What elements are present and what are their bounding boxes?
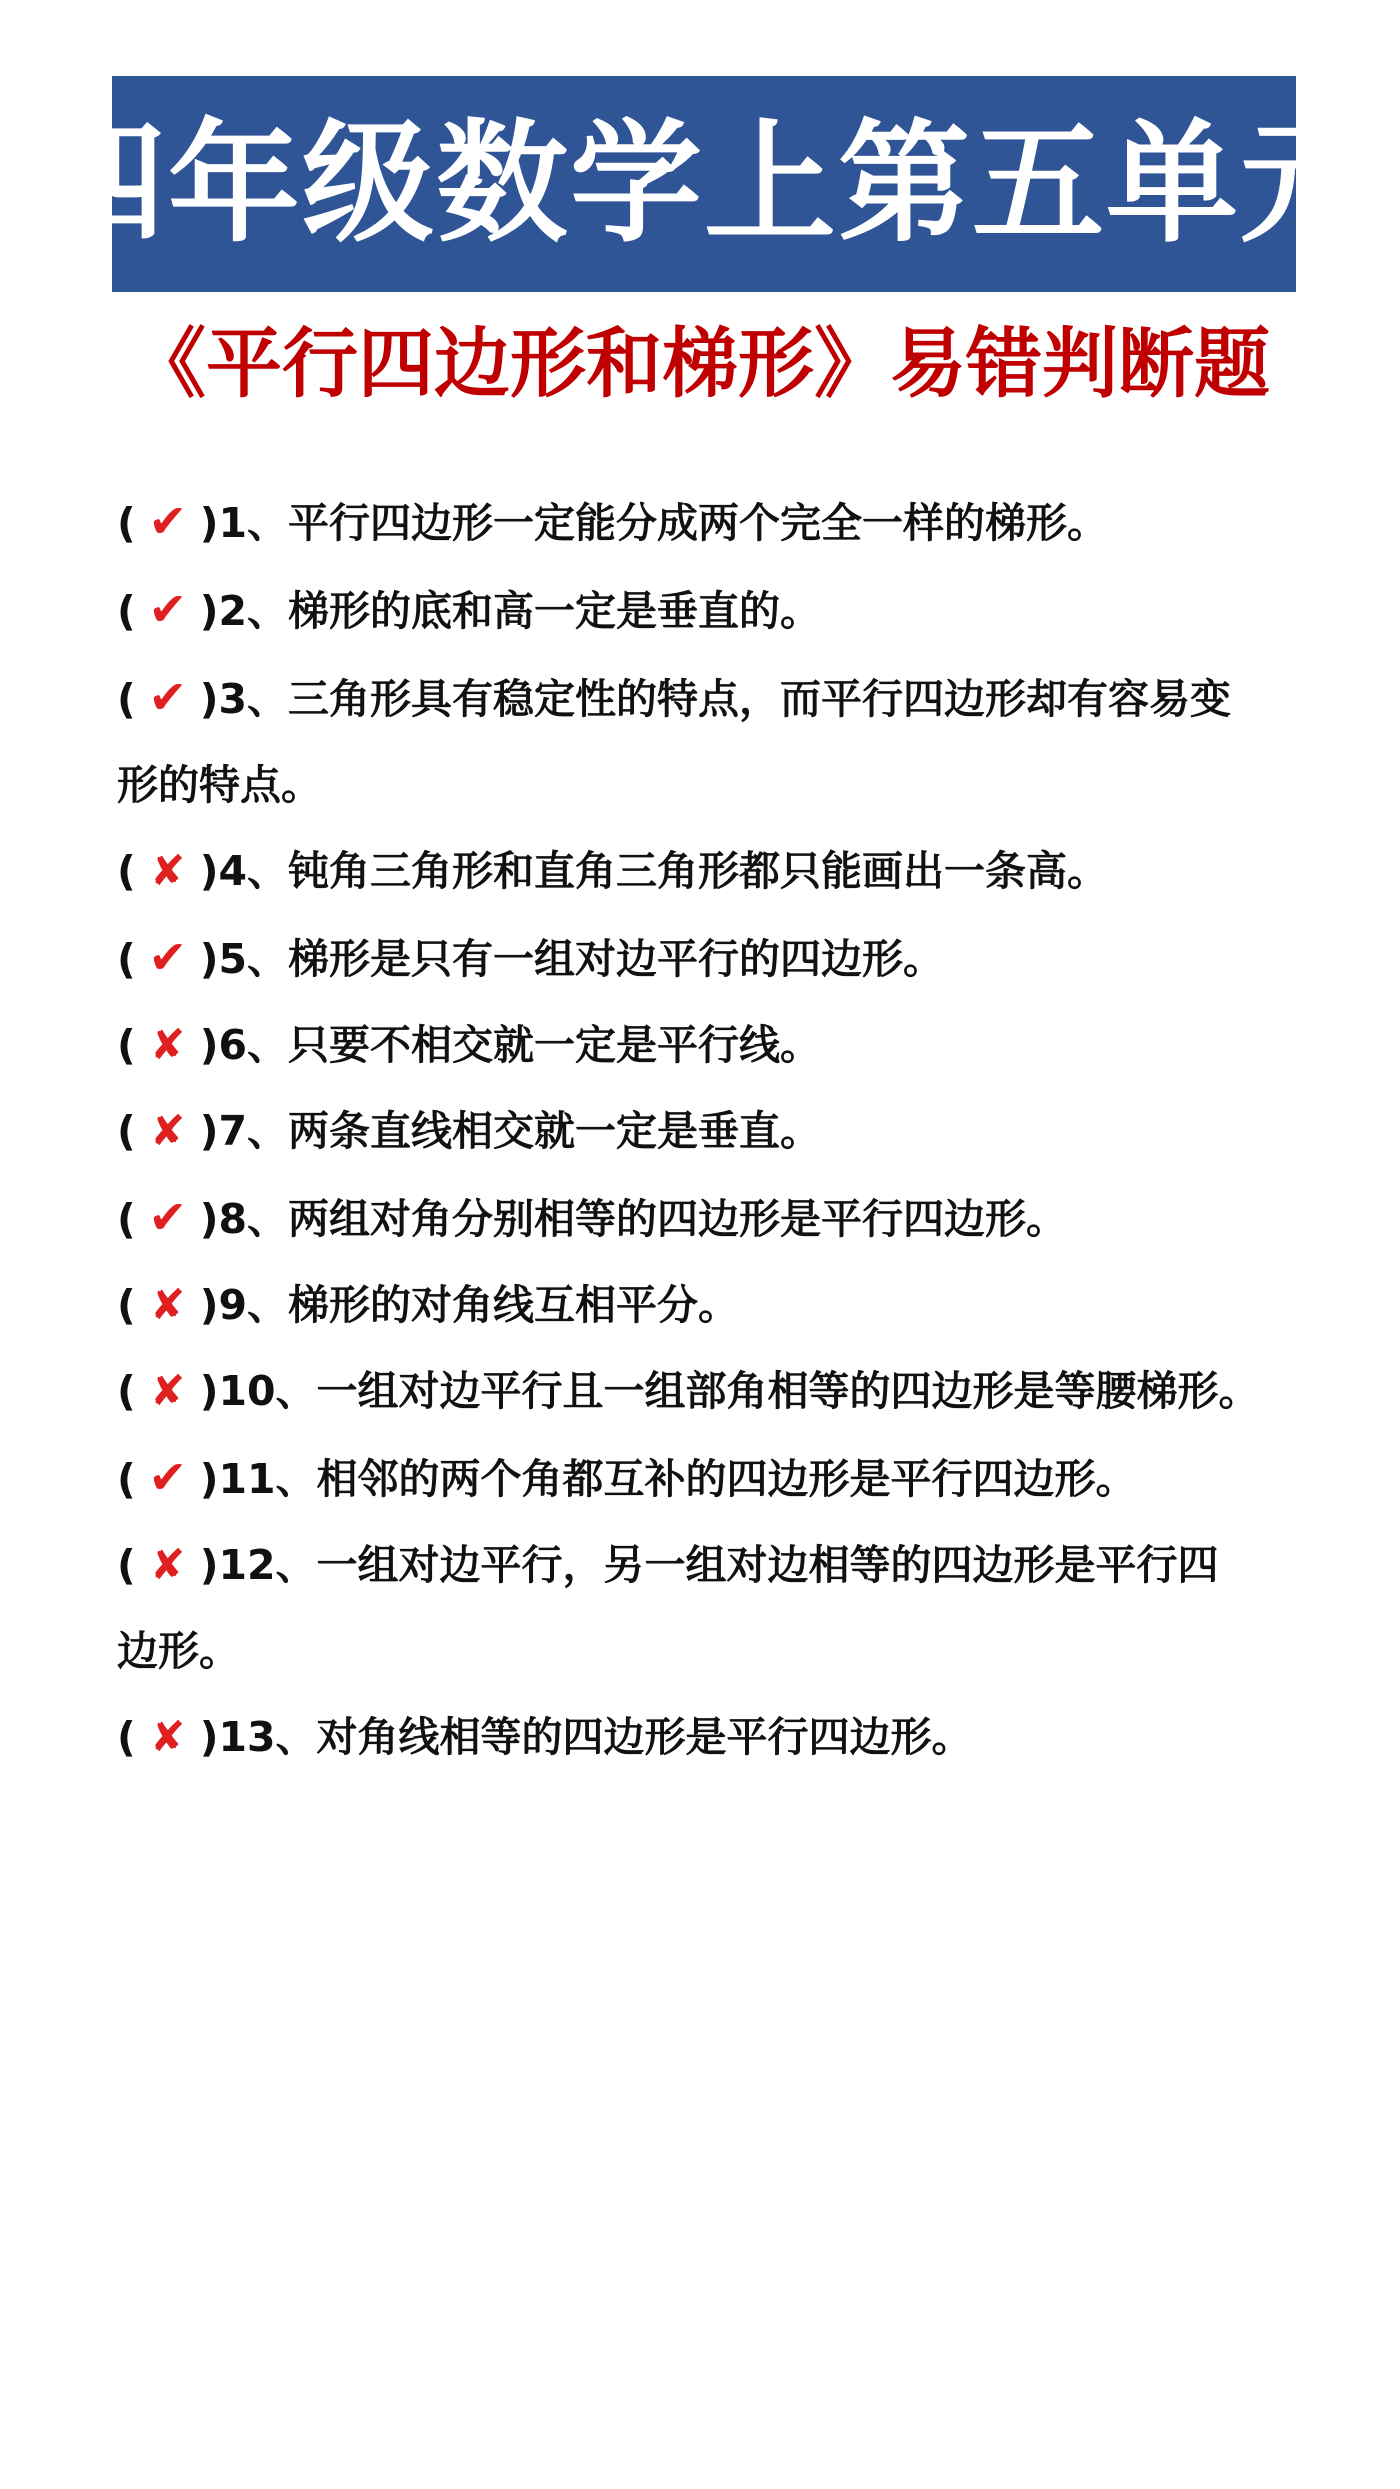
check-mark-icon: ✔ — [148, 1450, 188, 1504]
close-paren: ) — [199, 1195, 219, 1243]
open-paren: ( — [117, 935, 136, 983]
close-paren: ) — [199, 1455, 219, 1503]
question-text: 9、梯形的对角线互相平分。 — [218, 1281, 740, 1329]
question-text: 10、一组对边平行且一组部角相等的四边形是等腰梯形。 — [218, 1367, 1260, 1415]
question-item — [117, 478, 1317, 566]
question-item — [117, 1088, 1317, 1174]
question-text: 2、梯形的底和高一定是垂直的。 — [218, 587, 822, 635]
question-item — [117, 828, 1317, 914]
check-mark-icon: ✔ — [148, 930, 188, 984]
close-paren: ) — [199, 847, 219, 895]
page-subtitle: 《平行四边形和梯形》易错判断题 — [130, 319, 1270, 408]
open-paren: ( — [117, 675, 136, 723]
close-paren: ) — [199, 1713, 219, 1761]
open-paren: ( — [117, 1541, 136, 1589]
question-continuation: 形的特点。 — [117, 761, 322, 809]
page-title: 四年级数学上第五单元 — [34, 107, 1374, 261]
open-paren: ( — [117, 1107, 136, 1155]
close-paren: ) — [199, 1541, 219, 1589]
cross-mark-icon: ✘ — [150, 846, 186, 895]
question-text: 12、一组对边平行，另一组对边相等的四边形是平行四 — [218, 1541, 1219, 1589]
question-item — [117, 1174, 1317, 1262]
question-item — [117, 566, 1317, 654]
question-item — [117, 1262, 1317, 1348]
cross-mark-icon: ✘ — [150, 1020, 186, 1069]
question-item — [117, 654, 1317, 742]
open-paren: ( — [117, 499, 136, 547]
cross-mark-icon: ✘ — [150, 1540, 186, 1589]
close-paren: ) — [199, 499, 219, 547]
cross-mark-icon: ✘ — [150, 1366, 186, 1415]
question-text: 5、梯形是只有一组对边平行的四边形。 — [218, 935, 945, 983]
open-paren: ( — [117, 1021, 136, 1069]
close-paren: ) — [199, 1367, 219, 1415]
open-paren: ( — [117, 1281, 136, 1329]
close-paren: ) — [199, 1107, 219, 1155]
question-text: 6、只要不相交就一定是平行线。 — [218, 1021, 822, 1069]
check-mark-icon: ✔ — [148, 582, 188, 636]
close-paren: ) — [199, 675, 219, 723]
open-paren: ( — [117, 847, 136, 895]
question-item — [117, 1348, 1317, 1434]
cross-mark-icon: ✘ — [150, 1106, 186, 1155]
check-mark-icon: ✔ — [148, 670, 188, 724]
question-text: 7、两条直线相交就一定是垂直。 — [218, 1107, 822, 1155]
close-paren: ) — [199, 1281, 219, 1329]
question-text: 3、三角形具有稳定性的特点，而平行四边形却有容易变 — [218, 675, 1232, 723]
open-paren: ( — [117, 1455, 136, 1503]
question-item — [117, 1694, 1317, 1780]
question-text: 1、平行四边形一定能分成两个完全一样的梯形。 — [218, 499, 1109, 547]
question-item — [117, 1002, 1317, 1088]
question-text: 13、对角线相等的四边形是平行四边形。 — [218, 1713, 973, 1761]
close-paren: ) — [199, 935, 219, 983]
question-item — [117, 914, 1317, 1002]
question-text: 4、钝角三角形和直角三角形都只能画出一条高。 — [218, 847, 1109, 895]
question-item — [117, 1434, 1317, 1522]
cross-mark-icon: ✘ — [150, 1712, 186, 1761]
check-mark-icon: ✔ — [148, 1190, 188, 1244]
open-paren: ( — [117, 1713, 136, 1761]
close-paren: ) — [199, 587, 219, 635]
question-item — [117, 1522, 1317, 1608]
question-text: 11、相邻的两个角都互补的四边形是平行四边形。 — [218, 1455, 1137, 1503]
check-mark-icon: ✔ — [148, 494, 188, 548]
open-paren: ( — [117, 1367, 136, 1415]
question-continuation: 边形。 — [117, 1627, 240, 1675]
open-paren: ( — [117, 1195, 136, 1243]
title-banner — [34, 76, 1374, 292]
question-list — [117, 478, 1317, 1780]
question-text: 8、两组对角分别相等的四边形是平行四边形。 — [218, 1195, 1068, 1243]
close-paren: ) — [199, 1021, 219, 1069]
open-paren: ( — [117, 587, 136, 635]
cross-mark-icon: ✘ — [150, 1280, 186, 1329]
